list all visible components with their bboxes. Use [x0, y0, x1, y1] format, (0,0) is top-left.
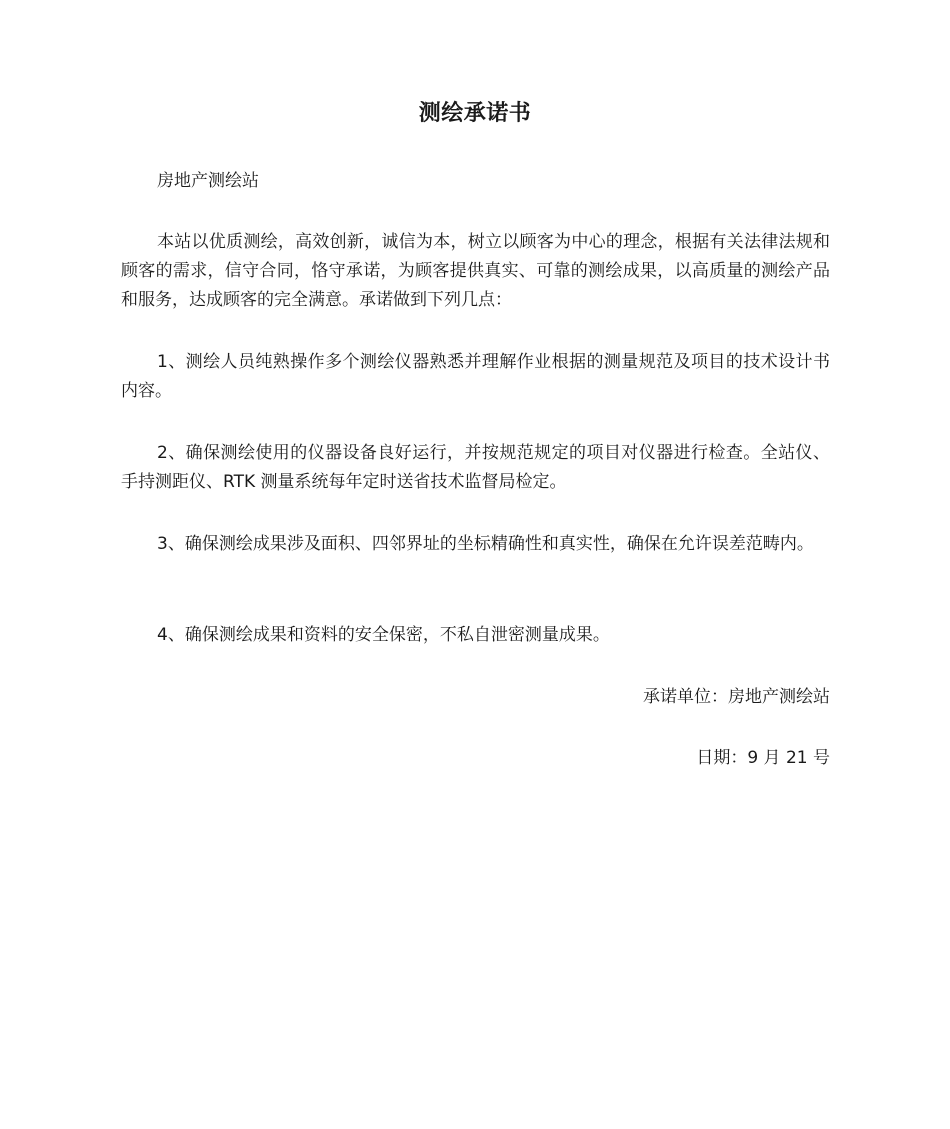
date-line: 日期：9 月 21 号	[696, 748, 830, 768]
document-title: 测绘承诺书	[418, 101, 532, 126]
signature-line: 承诺单位：房地产测绘站	[643, 687, 830, 707]
commitment-item-3: 3、确保测绘成果涉及面积、四邻界址的坐标精确性和真实性，确保在允许误差范畴内。	[157, 534, 814, 554]
intro-paragraph: 本站以优质测绘，高效创新，诚信为本，树立以顾客为中心的理念，根据有关法律法规和顾客的需求，信守合同，恪守承诺，为顾客提供真实、可靠的测绘成果，以高质量的测绘产品和服务，达成顾客的完全满意。承诺做到下列几点：	[121, 232, 830, 310]
addressee: 房地产测绘站	[157, 171, 259, 191]
commitment-item-2: 2、确保测绘使用的仪器设备良好运行，并按规范规定的项目对仪器进行检查。全站仪、手持测距仪、RTK 测量系统每年定时送省技术监督局检定。	[121, 443, 830, 492]
commitment-item-1: 1、测绘人员纯熟操作多个测绘仪器熟悉并理解作业根据的测量规范及项目的技术设计书内容。	[121, 352, 830, 401]
commitment-item-4: 4、确保测绘成果和资料的安全保密，不私自泄密测量成果。	[157, 625, 610, 645]
